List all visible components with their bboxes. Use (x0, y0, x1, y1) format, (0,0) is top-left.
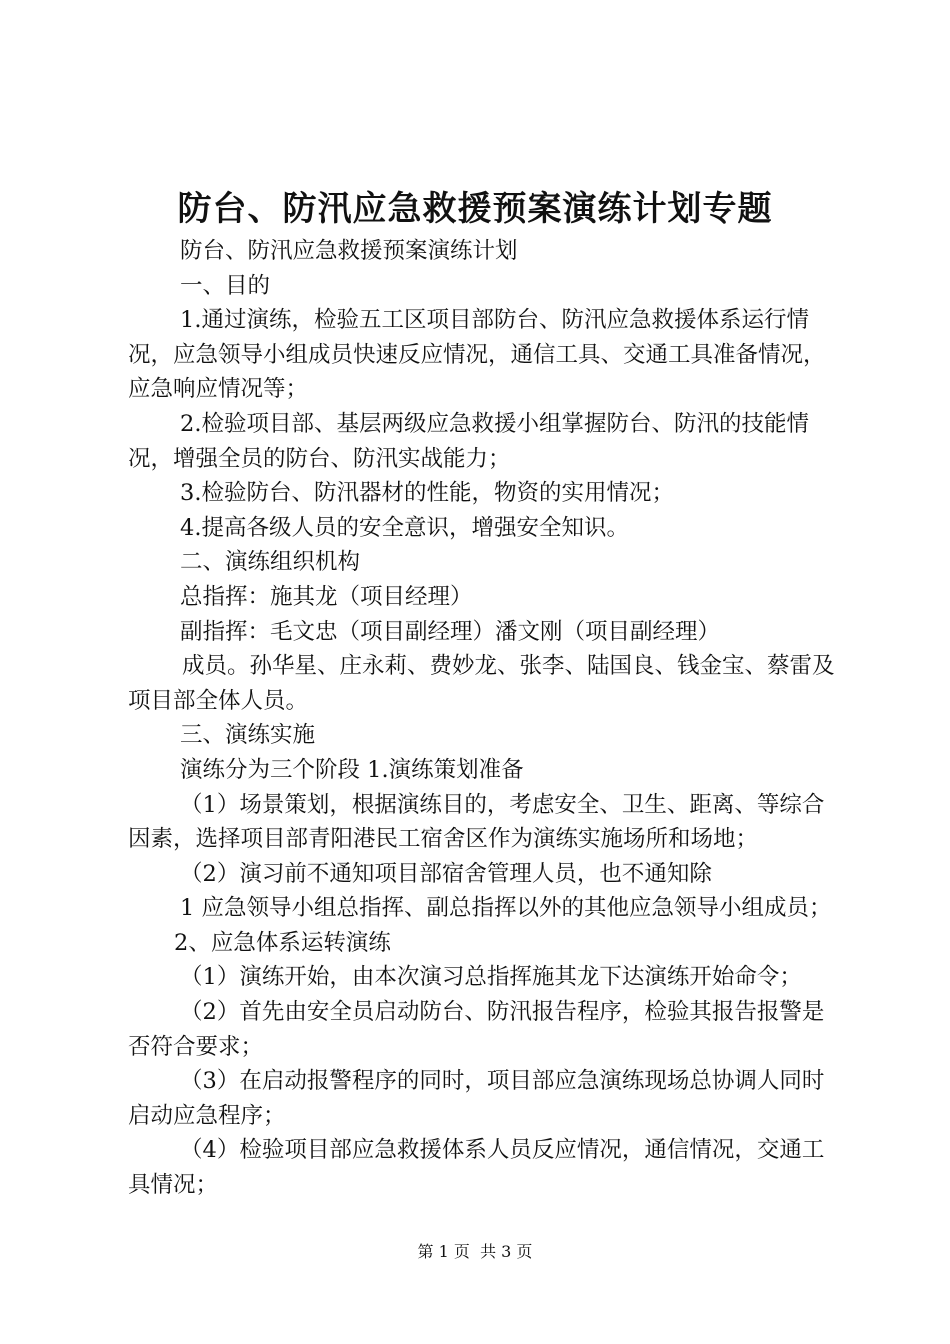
paragraph: 防台、防汛应急救援预案演练计划 (180, 238, 518, 264)
paragraph: 副指挥：毛文忠（项目副经理）潘文刚（项目副经理） (180, 618, 721, 645)
section-heading: 一、目的 (180, 272, 271, 299)
paragraph: （3）在启动报警程序的同时，项目部应急演练现场总协调人同时启动应急程序； (128, 1068, 825, 1129)
paragraph: （4）检验项目部应急救援体系人员反应情况，通信情况，交通工具情况； (128, 1137, 825, 1199)
paragraph: （2）演习前不通知项目部宿舍管理人员，也不通知除 (180, 860, 712, 887)
paragraph: 1 应急领导小组总指挥、副总指挥以外的其他应急领导小组成员； (180, 895, 832, 922)
paragraph: （2）首先由安全员启动防台、防汛报告程序，检验其报告报警是否符合要求； (128, 999, 825, 1060)
paragraph: 成员。孙华星、庄永莉、费妙龙、张李、陆国良、钱金宝、蔡雷及项目部全体人员。 (128, 653, 835, 714)
paragraph: 总指挥：施其龙（项目经理） (180, 583, 473, 610)
paragraph: 演练分为三个阶段 1.演练策划准备 (180, 756, 524, 783)
paragraph: 4.提高各级人员的安全意识，增强安全知识。 (180, 514, 629, 541)
paragraph: 1.通过演练，检验五工区项目部防台、防汛应急救援体系运行情况，应急领导小组成员快速反应情况，通信工具、交通工具准备情况，应急响应情况等； (128, 307, 826, 403)
document-body (128, 234, 840, 1203)
paragraph: （1）场景策划，根据演练目的，考虑安全、卫生、距离、等综合因素，选择项目部青阳港民工宿舍区作为演练实施场所和场地； (128, 791, 825, 853)
paragraph: （1）演练开始，由本次演习总指挥施其龙下达演练开始命令； (180, 964, 802, 991)
page-number: 第 1 页 共 3 页 (417, 1242, 533, 1261)
paragraph: 2.检验项目部、基层两级应急救援小组掌握防台、防汛的技能情况，增强全员的防台、防汛实战能力； (128, 410, 809, 472)
paragraph: 2、应急体系运转演练 (174, 929, 391, 956)
page-footer (0, 1240, 950, 1264)
section-heading: 二、演练组织机构 (180, 549, 361, 576)
section-heading: 三、演练实施 (180, 722, 316, 749)
paragraph: 3.检验防台、防汛器材的性能，物资的实用情况； (180, 480, 674, 507)
document-title: 防台、防汛应急救援预案演练计划专题 (177, 189, 773, 229)
